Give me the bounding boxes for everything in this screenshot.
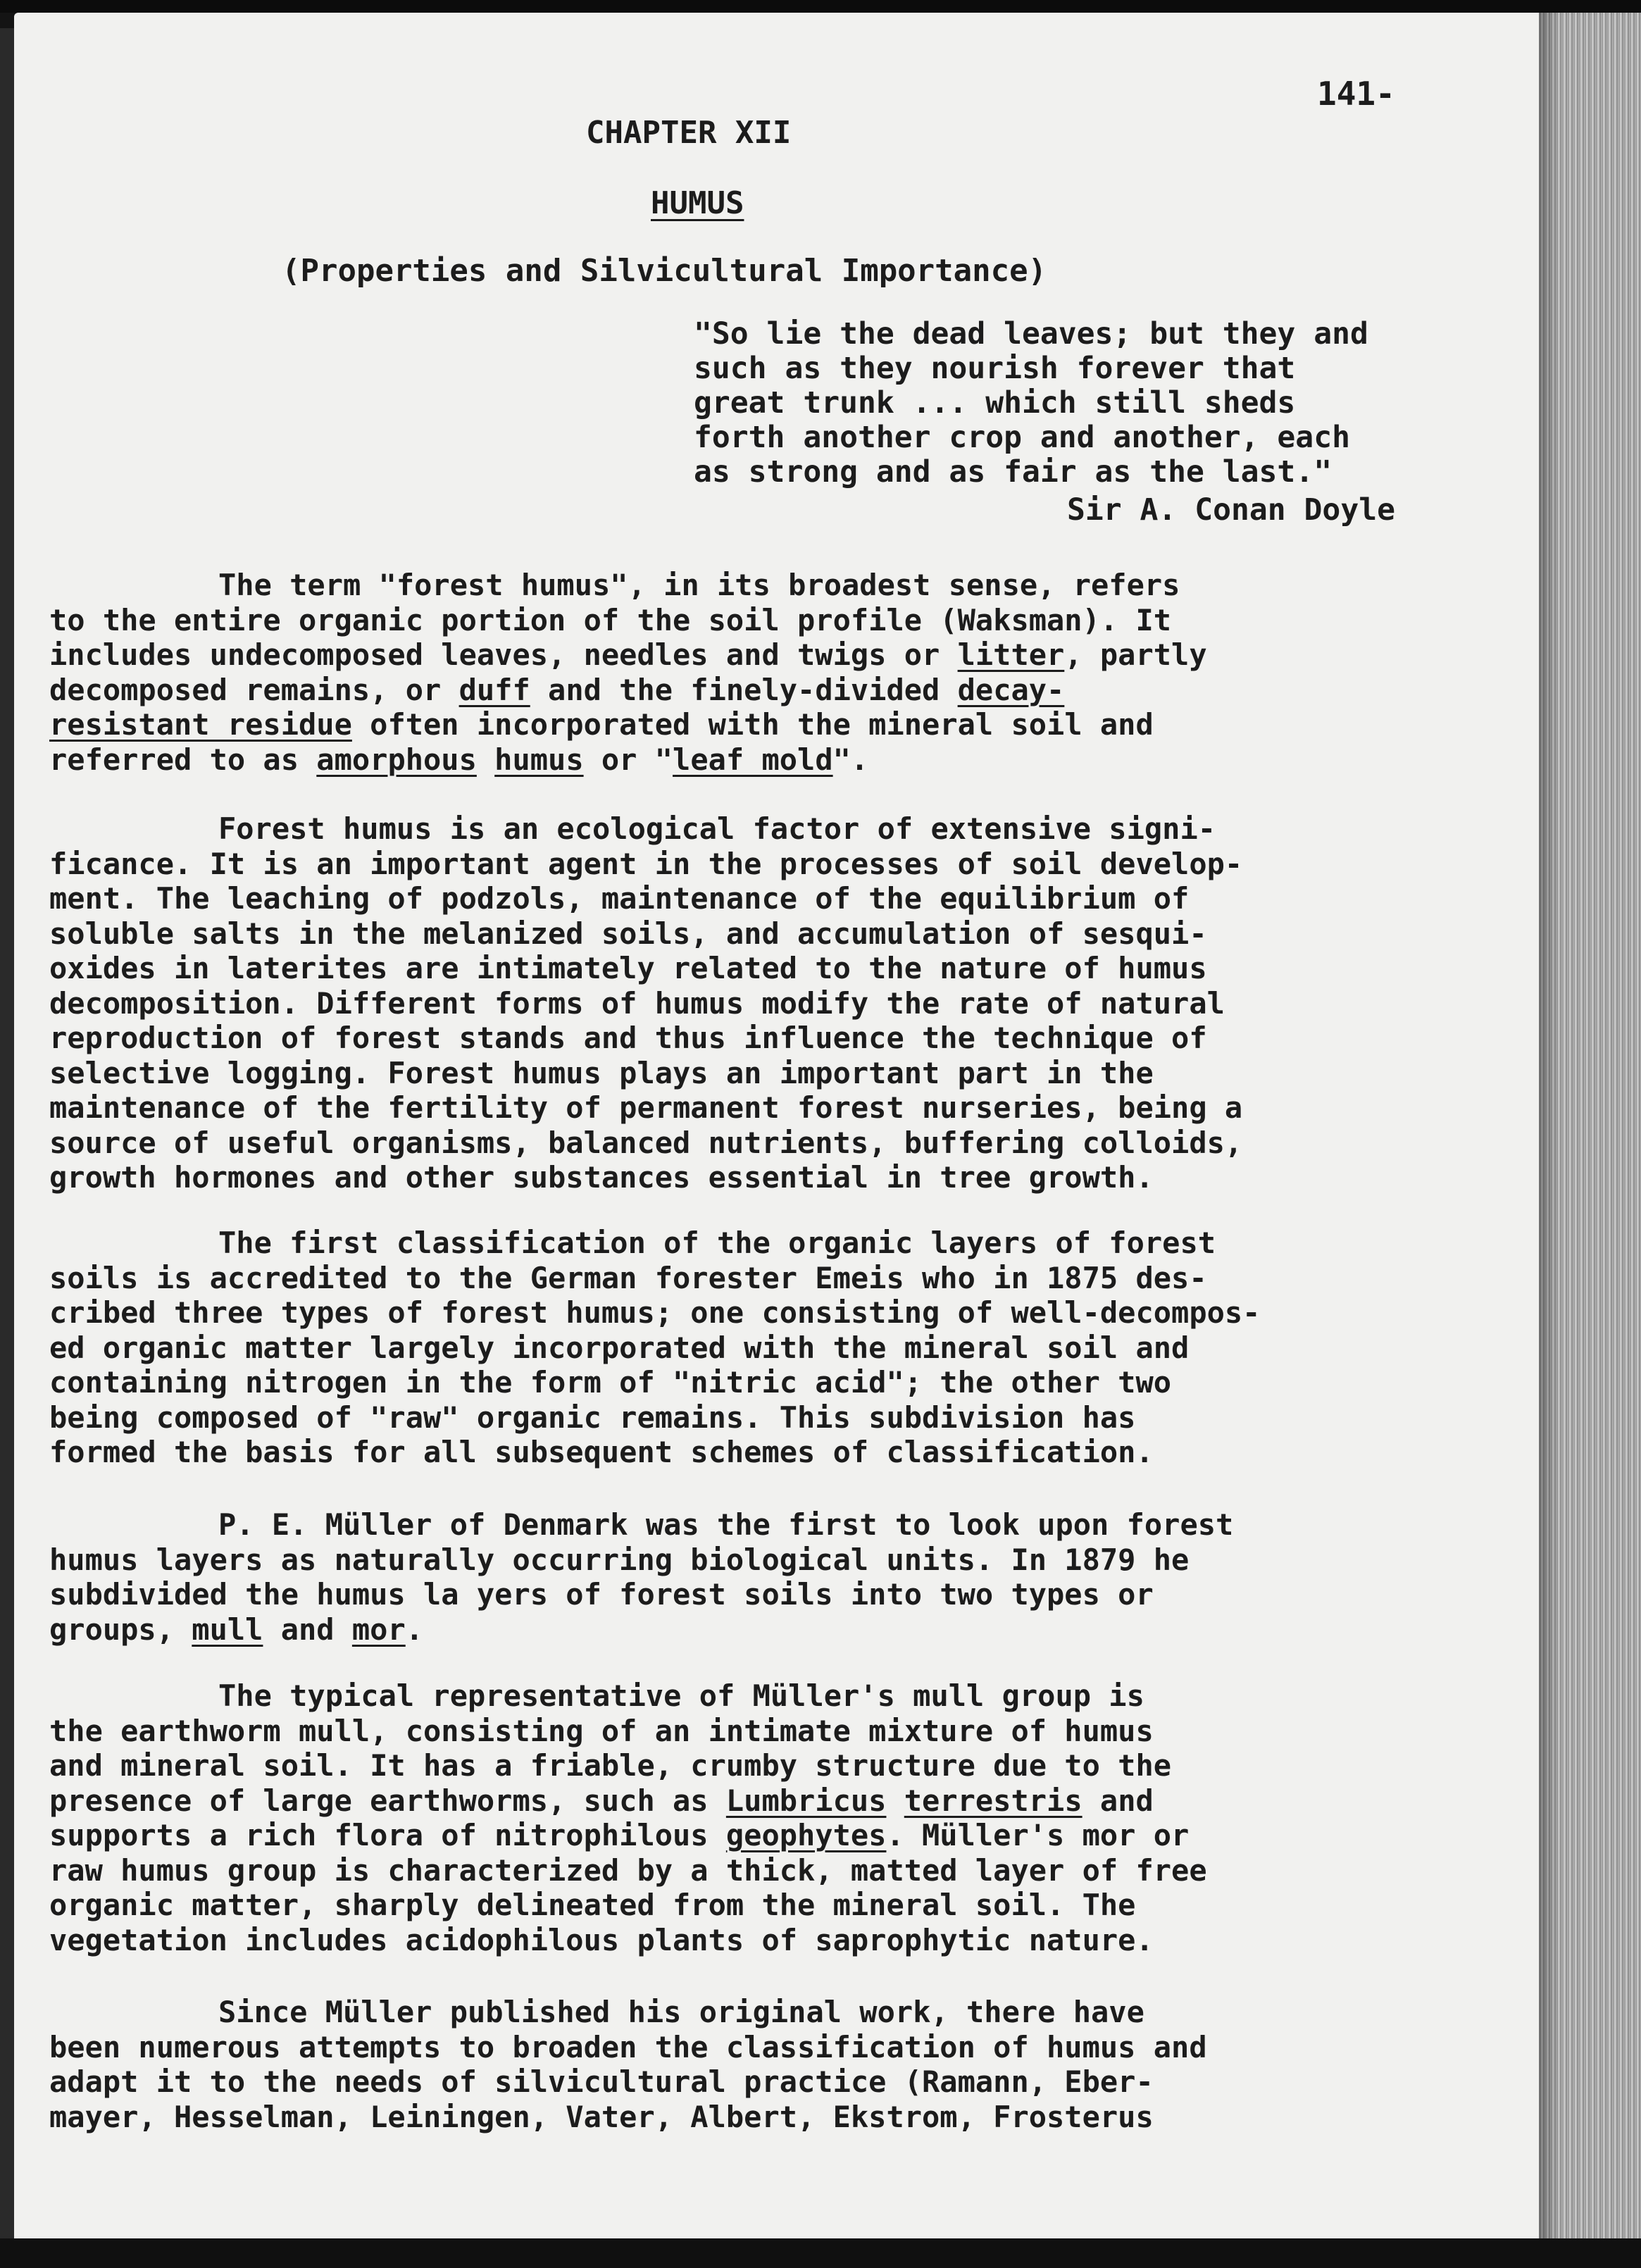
text-run: ment. The leaching of podzols, maintenance of the equilibrium of bbox=[49, 881, 1190, 916]
text-run: growth hormones and other substances essential in tree growth. bbox=[49, 1160, 1154, 1195]
text-line bbox=[49, 811, 1465, 847]
text-run: vegetation includes acidophilous plants of saprophytic nature. bbox=[49, 1922, 1154, 1957]
text-run: . Müller's mor or bbox=[886, 1818, 1190, 1852]
text-line bbox=[49, 568, 1465, 603]
underlined-term: mor bbox=[351, 1612, 406, 1647]
text-line bbox=[49, 1331, 1465, 1366]
text-run: soluble salts in the melanized soils, and accumulation of sesqui- bbox=[49, 916, 1207, 951]
text-line bbox=[49, 916, 1465, 952]
text-line bbox=[49, 673, 1465, 708]
text-line bbox=[49, 1748, 1465, 1783]
underlined-term: resistant residue bbox=[49, 707, 352, 742]
body-paragraph bbox=[49, 1995, 1465, 2134]
text-line bbox=[49, 1226, 1465, 1261]
body-paragraph bbox=[49, 1226, 1465, 1470]
text-line bbox=[49, 1090, 1465, 1126]
text-run: ed organic matter largely incorporated with the mineral soil and bbox=[49, 1330, 1190, 1365]
text-run: groups, bbox=[49, 1612, 192, 1647]
epigraph-line: "So lie the dead leaves; but they and bbox=[694, 316, 1368, 351]
chapter-label: CHAPTER XII bbox=[586, 115, 792, 151]
text-line bbox=[49, 1783, 1465, 1819]
text-line bbox=[49, 1577, 1465, 1612]
text-line bbox=[49, 1365, 1465, 1400]
text-run: Forest humus is an ecological factor of extensive signi- bbox=[218, 811, 1216, 846]
text-line bbox=[49, 1888, 1465, 1923]
text-line bbox=[49, 881, 1465, 916]
epigraph-line: as strong and as fair as the last." bbox=[694, 454, 1333, 490]
text-line bbox=[49, 1435, 1465, 1470]
underlined-term: leaf mold bbox=[673, 742, 833, 777]
text-run: or " bbox=[583, 742, 673, 777]
text-run: referred to as bbox=[49, 742, 317, 777]
underlined-term: terrestris bbox=[904, 1783, 1082, 1818]
text-run: . bbox=[405, 1612, 424, 1647]
text-run: maintenance of the fertility of permanent forest nurseries, being a bbox=[49, 1090, 1243, 1125]
text-run: Since Müller published his original work, there have bbox=[218, 1995, 1144, 2029]
underlined-term: litter bbox=[957, 637, 1065, 672]
underlined-term: humus bbox=[494, 742, 584, 777]
text-run: supports a rich flora of nitrophilous bbox=[49, 1818, 726, 1852]
underlined-term: Lumbricus bbox=[725, 1783, 887, 1818]
text-run: The term "forest humus", in its broadest sense, refers bbox=[218, 568, 1180, 602]
page-edge-shadow bbox=[1539, 13, 1560, 2260]
underlined-term: geophytes bbox=[725, 1818, 887, 1852]
text-run: and the finely-divided bbox=[530, 672, 958, 707]
epigraph-line: forth another crop and another, each bbox=[694, 420, 1350, 455]
text-run: The first classification of the organic layers of forest bbox=[218, 1226, 1216, 1260]
text-line bbox=[49, 707, 1465, 742]
text-run: cribed three types of forest humus; one consisting of well-decompos- bbox=[49, 1295, 1261, 1330]
text-line bbox=[49, 1543, 1465, 1578]
chapter-subtitle: (Properties and Silvicultural Importance) bbox=[282, 253, 1047, 289]
text-line bbox=[49, 603, 1465, 638]
underlined-term: decay- bbox=[957, 672, 1065, 707]
underlined-term: amorphous bbox=[316, 742, 477, 777]
epigraph-author: Sir A. Conan Doyle bbox=[1067, 492, 1395, 528]
text-run: often incorporated with the mineral soil and bbox=[351, 707, 1154, 742]
text-run: and bbox=[1082, 1783, 1154, 1818]
text-run: and bbox=[263, 1612, 352, 1647]
text-run: to the entire organic portion of the soil profile (Waksman). It bbox=[49, 602, 1172, 637]
text-run: mayer, Hesselman, Leiningen, Vater, Albert, Ekstrom, Frosterus bbox=[49, 2099, 1154, 2134]
text-run: humus layers as naturally occurring biological units. In 1879 he bbox=[49, 1542, 1190, 1577]
text-line bbox=[49, 2030, 1465, 2065]
text-run: selective logging. Forest humus plays an important part in the bbox=[49, 1055, 1154, 1090]
text-line bbox=[49, 1126, 1465, 1161]
text-run: oxides in laterites are intimately related to the nature of humus bbox=[49, 951, 1207, 985]
text-run: presence of large earthworms, such as bbox=[49, 1783, 726, 1818]
text-run: soils is accredited to the German forester Emeis who in 1875 des- bbox=[49, 1260, 1207, 1295]
text-line bbox=[49, 637, 1465, 673]
text-line bbox=[49, 1400, 1465, 1435]
text-line bbox=[49, 2100, 1465, 2135]
text-run: being composed of "raw" organic remains. This subdivision has bbox=[49, 1400, 1136, 1435]
underlined-term: mull bbox=[192, 1612, 263, 1647]
text-line bbox=[49, 1995, 1465, 2030]
text-run bbox=[477, 742, 494, 777]
scan-top-border bbox=[0, 0, 1641, 13]
text-run: subdivided the humus la yers of forest soils into two types or bbox=[49, 1577, 1154, 1612]
text-line bbox=[49, 1261, 1465, 1296]
text-line bbox=[49, 1923, 1465, 1958]
text-line bbox=[49, 986, 1465, 1021]
text-run: ficance. It is an important agent in the processes of soil develop- bbox=[49, 846, 1243, 881]
epigraph-line: great trunk ... which still sheds bbox=[694, 385, 1296, 420]
body-paragraph bbox=[49, 1678, 1465, 1957]
text-line bbox=[49, 742, 1465, 778]
text-line bbox=[49, 1160, 1465, 1195]
text-run: decomposition. Different forms of humus modify the rate of natural bbox=[49, 985, 1225, 1021]
text-line bbox=[49, 1021, 1465, 1056]
text-line bbox=[49, 1507, 1465, 1543]
chapter-title: HUMUS bbox=[651, 185, 744, 221]
text-line bbox=[49, 951, 1465, 986]
text-line bbox=[49, 1853, 1465, 1888]
epigraph-line: such as they nourish forever that bbox=[694, 351, 1296, 386]
text-run: organic matter, sharply delineated from the mineral soil. The bbox=[49, 1888, 1136, 1922]
text-run: ". bbox=[832, 742, 869, 777]
text-run: reproduction of forest stands and thus influence the technique of bbox=[49, 1021, 1207, 1055]
text-run: , partly bbox=[1064, 637, 1207, 672]
text-line bbox=[49, 847, 1465, 882]
text-line bbox=[49, 1612, 1465, 1647]
text-run: formed the basis for all subsequent schemes of classification. bbox=[49, 1435, 1154, 1469]
text-run: containing nitrogen in the form of "nitric acid"; the other two bbox=[49, 1365, 1172, 1400]
text-line bbox=[49, 1678, 1465, 1714]
body-paragraph bbox=[49, 811, 1465, 1195]
text-run: source of useful organisms, balanced nutrients, buffering colloids, bbox=[49, 1125, 1243, 1160]
scan-bottom-border bbox=[0, 2238, 1641, 2268]
body-paragraph bbox=[49, 568, 1465, 777]
text-run bbox=[886, 1783, 904, 1818]
text-run: decomposed remains, or bbox=[49, 672, 459, 707]
text-line bbox=[49, 2064, 1465, 2100]
text-run: the earthworm mull, consisting of an intimate mixture of humus bbox=[49, 1713, 1154, 1748]
text-line bbox=[49, 1295, 1465, 1331]
text-run: and mineral soil. It has a friable, crumby structure due to the bbox=[49, 1748, 1172, 1783]
body-paragraph bbox=[49, 1507, 1465, 1647]
text-run: The typical representative of Müller's mull group is bbox=[218, 1678, 1144, 1713]
text-line bbox=[49, 1714, 1465, 1749]
epigraph-quote bbox=[694, 317, 1368, 490]
text-run: been numerous attempts to broaden the classification of humus and bbox=[49, 2029, 1207, 2064]
text-run: raw humus group is characterized by a thick, matted layer of free bbox=[49, 1852, 1207, 1888]
text-line bbox=[49, 1818, 1465, 1853]
text-line bbox=[49, 1056, 1465, 1091]
text-run: adapt it to the needs of silvicultural practice (Ramann, Eber- bbox=[49, 2064, 1154, 2099]
page-number: 141- bbox=[1317, 75, 1395, 113]
text-run: includes undecomposed leaves, needles and twigs or bbox=[49, 637, 958, 672]
text-run: P. E. Müller of Denmark was the first to look upon forest bbox=[218, 1507, 1234, 1542]
underlined-term: duff bbox=[458, 672, 530, 707]
